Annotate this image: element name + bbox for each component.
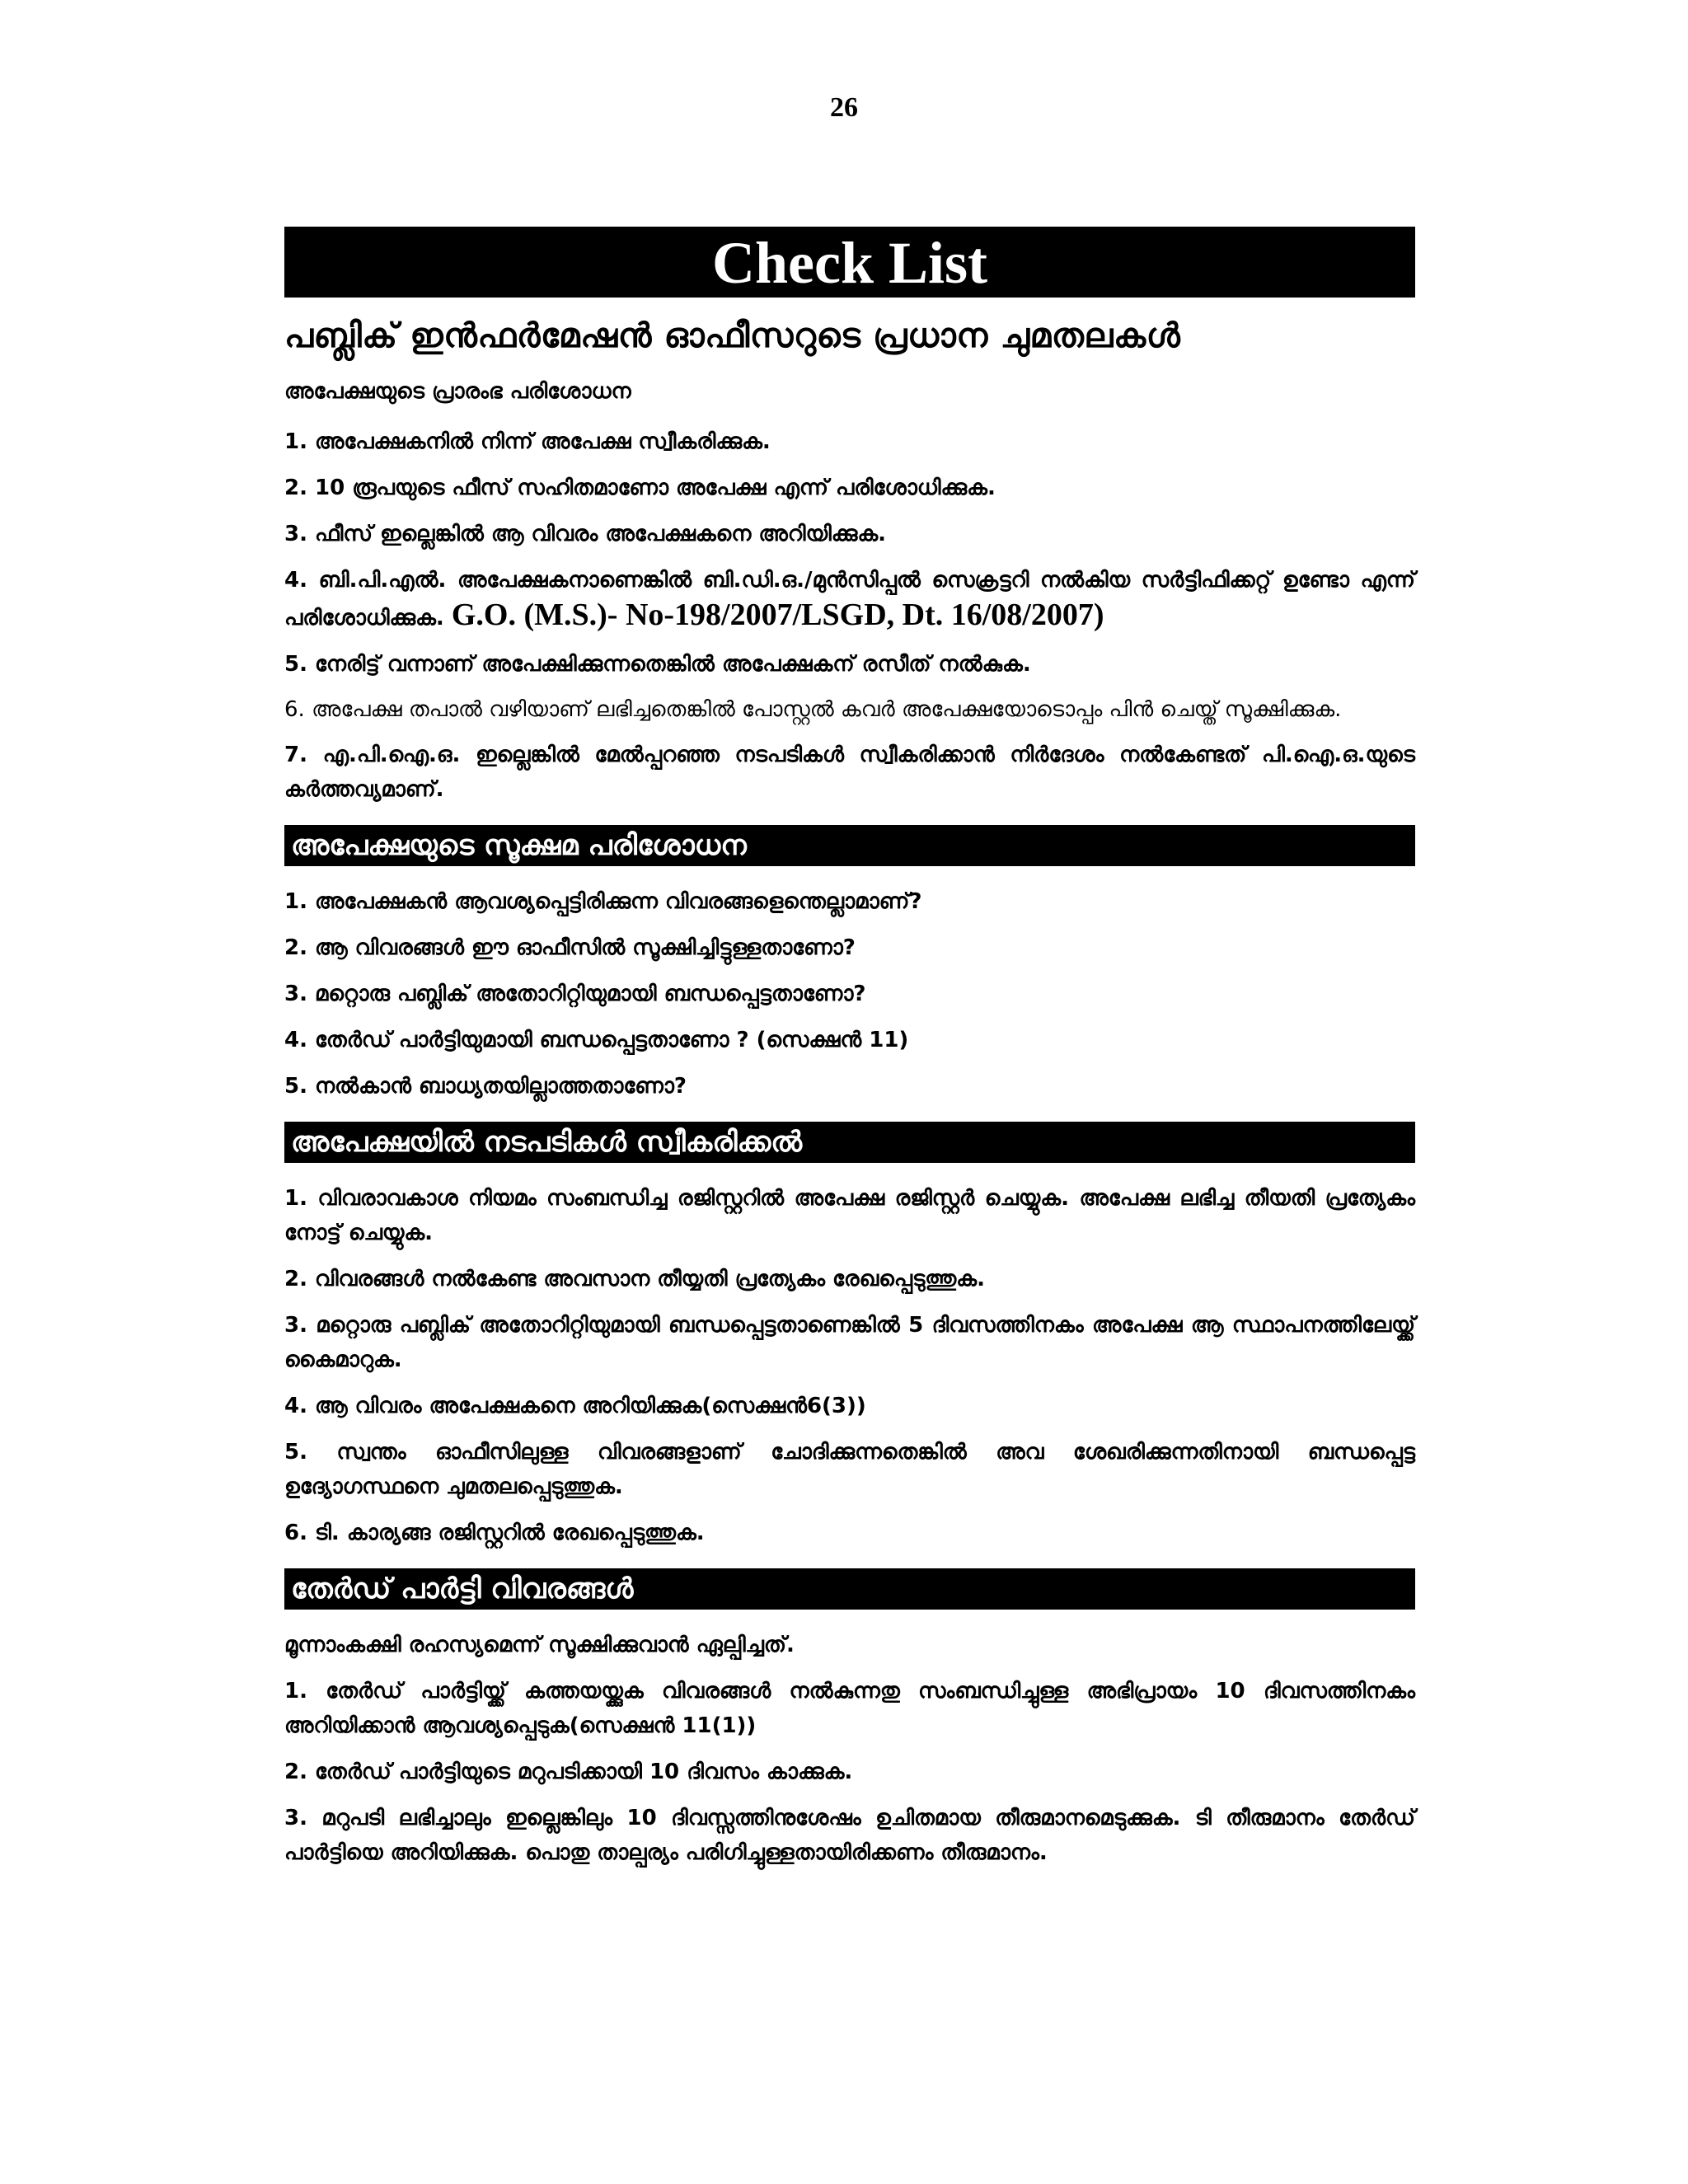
initial-check-item: 2. 10 രൂപയുടെ ഫീസ് സഹിതമാണോ അപേക്ഷ എന്ന് പരിശോധിക്കുക. [284,476,996,500]
document-content [284,227,1415,1882]
third-party-intro: മൂന്നാംകക്ഷി രഹസ്യമെന്ന് സൂക്ഷിക്കുവാൻ ഏല്പിച്ചത്. [284,1633,795,1657]
initial-check-item: 1. അപേക്ഷകനിൽ നിന്ന് അപേക്ഷ സ്വീകരിക്കുക. [284,429,771,454]
action-item: 6. ടി. കാര്യങ്ങ രജിസ്റ്ററിൽ രേഖപ്പെടുത്തുക. [284,1521,705,1545]
initial-check-item: 5. നേരിട്ട് വന്നാണ് അപേക്ഷിക്കുന്നതെങ്കിൽ അപേക്ഷകന് രസീത് നൽകുക. [284,652,1031,677]
initial-check-item: 7. എ.പി.ഐ.ഒ. ഇല്ലെങ്കിൽ മേൽപ്പറഞ്ഞ നടപടികൾ സ്വീകരിക്കാൻ നിർദേശം നൽകേണ്ടത് പി.ഐ.ഒ.യുടെ കർത്തവ്യമാണ്. [284,743,1415,802]
action-item: 2. വിവരങ്ങൾ നൽകേണ്ട അവസാന തീയ്യതി പ്രത്യേകം രേഖപ്പെടുത്തുക. [284,1267,985,1291]
detailed-check-item: 1. അപേക്ഷകൻ ആവശ്യപ്പെട്ടിരിക്കുന്ന വിവരങ്ങളെന്തെല്ലാമാണ്? [284,889,922,914]
initial-check-heading: അപേക്ഷയുടെ പ്രാരംഭ പരിശോധന [284,379,631,404]
action-item: 1. വിവരാവകാശ നിയമം സംബന്ധിച്ച രജിസ്റ്ററിൽ അപേക്ഷ രജിസ്റ്റർ ചെയ്യുക. അപേക്ഷ ലഭിച്ച തീയതി പ്രത്യേകം നോട്ട് ചെയ്യുക. [284,1186,1415,1245]
page-title: Check List [284,227,1415,298]
third-party-heading: തേർഡ് പാർട്ടി വിവരങ്ങൾ [284,1568,1415,1610]
initial-check-item: 6. അപേക്ഷ തപാൽ വഴിയാണ് ലഭിച്ചതെങ്കിൽ പോസ്റ്റൽ കവർ അപേക്ഷയോടൊപ്പം പിൻ ചെയ്ത് സൂക്ഷിക്കുക. [284,697,1342,722]
government-order-reference: G.O. (M.S.)- No-198/2007/LSGD, Dt. 16/08/2007) [451,598,1104,632]
third-party-item: 3. മറുപടി ലഭിച്ചാലും ഇല്ലെങ്കിലും 10 ദിവസ്സത്തിനുശേഷം ഉചിതമായ തീരുമാനമെടുക്കുക. ടി തീരുമാനം തേർഡ് പാർട്ടിയെ അറിയിക്കുക. പൊതു താല്പര്യം പരിഗിച്ചുള്ളതായിരിക്കണം തീരുമാനം. [284,1806,1415,1865]
detailed-check-item: 3. മറ്റൊരു പബ്ലിക് അതോറിറ്റിയുമായി ബന്ധപ്പെട്ടതാണോ? [284,982,866,1006]
main-heading: പബ്ലിക് ഇൻഫർമേഷൻ ഓഫീസറുടെ പ്രധാന ചുമതലകൾ [284,316,1181,355]
initial-check-item [284,563,1415,635]
page-number: 26 [830,92,858,123]
initial-check-item-text: 4. ബി.പി.എൽ. അപേക്ഷകനാണെങ്കിൽ ബി.ഡി.ഒ./മുൻസിപ്പൽ സെക്രട്ടറി നൽകിയ സർട്ടിഫിക്കറ്റ് ഉണ്ടോ എന്ന് പരിശോധിക്കുക. [284,568,1415,630]
third-party-item: 1. തേർഡ് പാർട്ടിയ്ക്ക് കത്തയയ്ക്കുക വിവരങ്ങൾ നൽകുന്നതു സംബന്ധിച്ചുള്ള അഭിപ്രായം 10 ദിവസത്തിനകം അറിയിക്കാൻ ആവശ്യപ്പെടുക(സെക്ഷൻ 11(1)) [284,1679,1415,1738]
third-party-item: 2. തേർഡ് പാർട്ടിയുടെ മറുപടിക്കായി 10 ദിവസം കാക്കുക. [284,1760,853,1784]
action-item: 3. മറ്റൊരു പബ്ലിക് അതോറിറ്റിയുമായി ബന്ധപ്പെട്ടതാണെങ്കിൽ 5 ദിവസത്തിനകം അപേക്ഷ ആ സ്ഥാപനത്തിലേയ്ക്ക് കൈമാറുക. [284,1313,1415,1372]
detailed-check-item: 5. നൽകാൻ ബാധ്യതയില്ലാത്തതാണോ? [284,1074,687,1099]
action-item: 4. ആ വിവരം അപേക്ഷകനെ അറിയിക്കുക(സെക്ഷൻ6(3)) [284,1394,866,1418]
detailed-check-item: 2. ആ വിവരങ്ങൾ ഈ ഓഫീസിൽ സൂക്ഷിച്ചിട്ടുള്ളതാണോ? [284,935,856,960]
detailed-check-item: 4. തേർഡ് പാർട്ടിയുമായി ബന്ധപ്പെട്ടതാണോ ? (സെക്ഷൻ 11) [284,1028,909,1052]
initial-check-item: 3. ഫീസ് ഇല്ലെങ്കിൽ ആ വിവരം അപേക്ഷകനെ അറിയിക്കുക. [284,522,887,546]
actions-heading: അപേക്ഷയിൽ നടപടികൾ സ്വീകരിക്കൽ [284,1122,1415,1163]
action-item: 5. സ്വന്തം ഓഫീസിലുള്ള വിവരങ്ങളാണ് ചോദിക്കുന്നതെങ്കിൽ അവ ശേഖരിക്കുന്നതിനായി ബന്ധപ്പെട്ട ഉദ്യോഗസ്ഥനെ ചുമതലപ്പെടുത്തുക. [284,1440,1415,1499]
detailed-check-heading: അപേക്ഷയുടെ സൂക്ഷമ പരിശോധന [284,825,1415,866]
